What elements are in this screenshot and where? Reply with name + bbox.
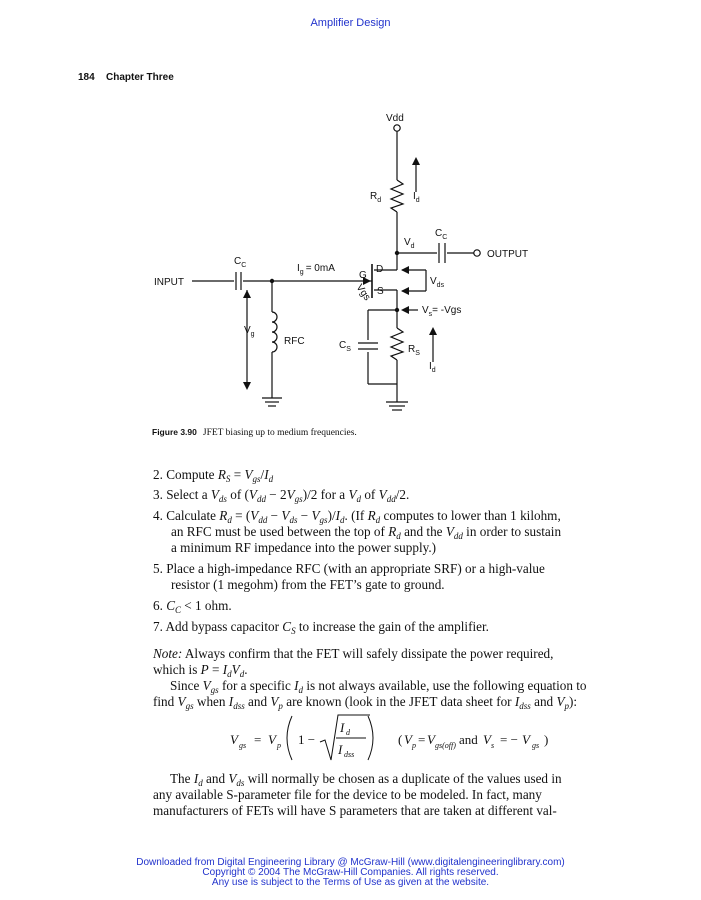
since-line2: find $V_{gs}$ when $I_{dss}$ and $V_p$ are known (look in the JFET data sheet for $I_{dss}$ and $V_p$):: [153, 694, 578, 711]
d-label: D: [376, 264, 384, 275]
id2-label: $I_d$: [429, 361, 436, 374]
svg-text:(: (: [398, 732, 403, 747]
g-label: G: [359, 270, 367, 281]
s-label: S: [377, 286, 384, 297]
svg-text:V: V: [427, 732, 435, 747]
step-6: 6. $C_C < 1$ ohm.: [153, 598, 232, 615]
figure-caption-text: JFET biasing up to medium frequencies.: [202, 428, 357, 438]
output-label: OUTPUT: [487, 249, 529, 260]
equation: [230, 712, 590, 764]
step-2: 2. Compute $R_S = V_{gs}/I_d$: [153, 467, 274, 484]
svg-text:gs(off): gs(off): [435, 741, 456, 750]
svg-text:dss: dss: [344, 750, 355, 759]
svg-text:I: I: [340, 720, 345, 735]
input-label: INPUT: [154, 277, 184, 288]
cc-output-label: $C_C$: [435, 228, 448, 241]
cs-label: $C_S$: [339, 340, 351, 353]
rs-resistor: [391, 328, 403, 360]
step-4: 4. Calculate $R_d = (V_{dd} - V_{ds} - V_{gs})/I_d$. (If $R_d$ computes to lower than 1 kilohm,: [153, 508, 561, 525]
vdd-label: Vdd: [386, 113, 404, 124]
svg-text:1 −: 1 −: [298, 732, 316, 747]
svg-text:and: and: [459, 732, 478, 747]
step-5-line2: resistor (1 megohm) from the FET’s gate to ground.: [171, 577, 445, 592]
vg-label: $V_g$: [244, 325, 255, 338]
note-line2: which is $P = I_dV_d$.: [153, 662, 248, 679]
running-header: Amplifier Design: [310, 17, 391, 29]
svg-text:p: p: [412, 741, 416, 750]
svg-text:V: V: [522, 732, 530, 747]
note-line1: Note: Always confirm that the FET will safely dissipate the power required,: [153, 646, 554, 661]
footer-line2: Copyright © 2004 The McGraw-Hill Companies. All rights reserved.: [202, 867, 499, 878]
svg-text:=: =: [254, 732, 262, 747]
circuit-diagram: [0, 0, 701, 430]
vd-label: $V_d$: [404, 237, 415, 250]
chapter-title: Chapter Three: [106, 72, 174, 83]
svg-text:gs: gs: [239, 741, 247, 750]
svg-text:s: s: [491, 741, 495, 750]
page-number: 184: [78, 72, 95, 83]
svg-text:d: d: [346, 728, 350, 737]
svg-text:V: V: [268, 732, 276, 747]
svg-text:V: V: [404, 732, 412, 747]
vds-label: $V_{ds}$: [430, 276, 445, 289]
output-terminal: [474, 250, 480, 256]
final-line1: The $I_d$ and $V_{ds}$ will normally be chosen as a duplicate of the values used in: [170, 771, 562, 788]
step-3: 3. Select a $V_{ds}$ of $(V_{dd} - 2V_{gs})/2$ for a $V_d$ of $V_{dd}/2$.: [153, 487, 410, 504]
vdd-terminal: [394, 125, 400, 131]
svg-text:= −: = −: [500, 732, 518, 747]
rd-resistor: [391, 180, 403, 212]
since-line1: Since $V_{gs}$ for a specific $I_d$ is not always available, use the following equation to: [170, 678, 587, 695]
svg-text:=: =: [418, 732, 426, 747]
footer-line3[interactable]: Any use is subject to the Terms of Use as given at the website.: [211, 877, 490, 888]
figure-caption: [152, 427, 357, 438]
step-7: 7. Add bypass capacitor $C_S$ to increase the gain of the amplifier.: [153, 619, 489, 636]
svg-text:): ): [544, 732, 549, 747]
rd-label: $R_d$: [370, 191, 382, 204]
rfc-label: RFC: [284, 336, 305, 347]
svg-text:p: p: [277, 741, 281, 750]
footer-line1[interactable]: Downloaded from Digital Engineering Library @ McGraw-Hill (www.digitalengineeringlibrary.com): [136, 857, 565, 868]
svg-text:I: I: [338, 742, 343, 757]
svg-text:V: V: [230, 732, 238, 747]
vs-label: $V_s= -Vgs$: [422, 305, 462, 318]
step-4-line3: a minimum RF impedance into the power supply.): [171, 540, 437, 555]
id-label: $I_d$: [413, 191, 420, 204]
rs-label: $R_S$: [408, 344, 420, 357]
step-5: 5. Place a high-impedance RFC (with an appropriate SRF) or a high-value: [153, 561, 545, 576]
vgs-label: Vgs: [353, 282, 373, 303]
svg-text:V: V: [483, 732, 491, 747]
figure-label: Figure 3.90: [152, 427, 197, 437]
ig-label: $I_g = 0mA$: [297, 263, 335, 276]
cc-input-label: $C_C$: [234, 256, 247, 269]
final-line2: any available S-parameter file for the device to be modeled. In fact, many: [153, 787, 542, 802]
rfc-inductor: [272, 312, 277, 352]
svg-text:gs: gs: [532, 741, 540, 750]
final-line3: manufacturers of FETs will have S parameters that are taken at different val-: [153, 803, 557, 818]
step-4-line2: an RFC must be used between the top of $R_d$ and the $V_{dd}$ in order to sustain: [171, 524, 562, 541]
